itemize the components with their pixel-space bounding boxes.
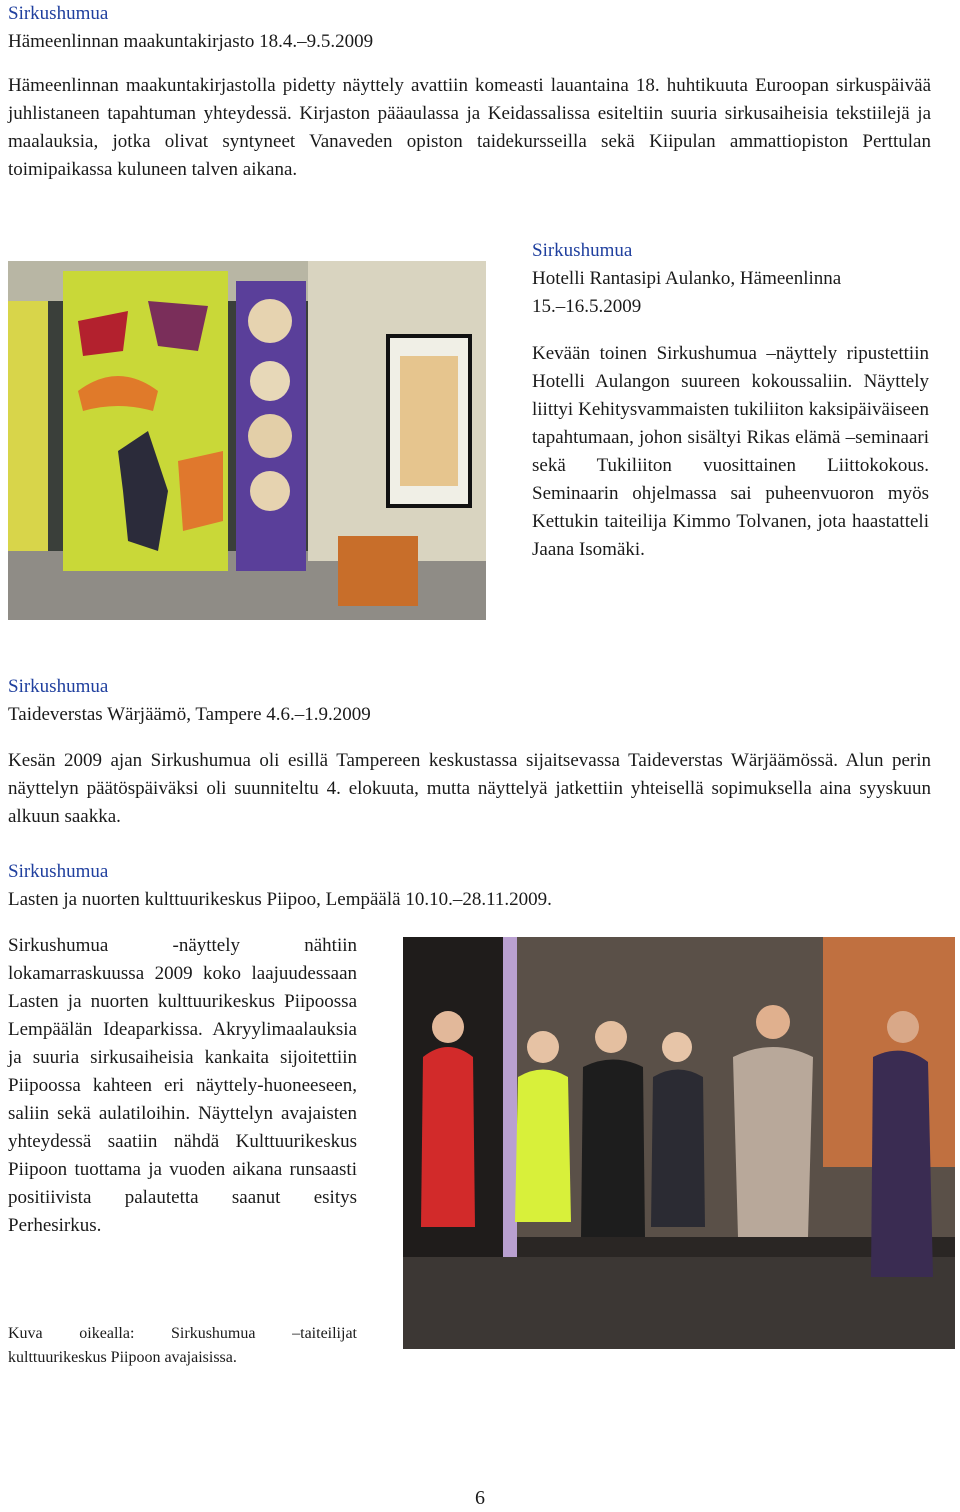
exhibition-textiles-illustration [8,261,486,620]
photo-caption: Kuva oikealla: Sirkushumua –taiteilijat kulttuurikeskus Piipoon avajaisissa. [8,1325,357,1366]
section-2-link[interactable]: Sirkushumua [532,240,633,261]
section-4-body: Sirkushumua -näyttely nähtiin lokamarraskuussa 2009 koko laajuudessaan Lasten ja nuorten kulttuurikeskus Piipoossa Lempäälän Ideaparkissa. Akryylimaalauksia ja suuria sirkusaiheisia kankaita sijoitettiin Piipoossa kahteen eri näyttely-huoneeseen, saliin sekä aulatiloihin. Näyttelyn avajaisten yhteydessä saatiin nähdä Kulttuurikeskus Piipoon tuottama ja vuoden aikana runsaasti positiivista palautetta saanut esitys Perhesirkus. [8,935,357,1236]
section-4 [8,858,953,914]
page-number: 6 [475,1487,485,1509]
section-1-body: Hämeenlinnan maakuntakirjastolla pidetty näyttely avattiin komeasti lauantaina 18. huhtikuuta Euroopan sirkuspäivää juhlistaneen tapahtuman yhteydessä. Kirjaston pääaulassa ja Keidassalissa esiteltiin suuria sirkusaiheisia tekstiilejä ja maalauksia, jotka olivat syntyneet Vanaveden opiston taidekursseilla sekä Kiipulan ammattiopiston Perttulan toimipaikassa kuluneen talven aikana. [8,75,931,180]
section-2-dates: 15.–16.5.2009 [532,296,642,317]
section-3-body: Kesän 2009 ajan Sirkushumua oli esillä Tampereen keskustassa sijaitsevassa Taideverstas Wärjäämössä. Alun perin näyttelyn päätöspäiväksi oli suunniteltu 4. elokuuta, mutta näyttelyä jatkettiin yhteisellä sopimuksella aina syyskuun alkuun saakka. [8,750,931,827]
artists-opening-photo [403,937,955,1349]
section-4-subtitle: Lasten ja nuorten kulttuurikeskus Piipoo, Lempäälä 10.10.–28.11.2009. [8,889,552,910]
section-2-body: Kevään toinen Sirkushumua –näyttely ripustettiin Hotelli Aulangon suureen kokoussaliin. Näyttely liittyi Kehitysvammaisten tukiliiton kaksipäiväiseen tapahtumaan, johon sisältyi Rikas elämä –seminaari sekä Tukiliiton vuosittainen Liittokokous. Seminaarin ohjelmassa sai puheenvuoron myös Kettukin taiteilija Kimmo Tolvanen, jota haastatteli Jaana Isomäki. [532,343,929,560]
section-3-link[interactable]: Sirkushumua [8,676,109,697]
section-1 [8,0,953,56]
section-2 [532,237,932,321]
section-2-subtitle: Hotelli Rantasipi Aulanko, Hämeenlinna [532,268,842,289]
section-1-subtitle: Hämeenlinnan maakuntakirjasto 18.4.–9.5.2009 [8,31,374,52]
section-4-link[interactable]: Sirkushumua [8,861,109,882]
exhibition-textiles-photo [8,261,486,620]
section-1-link[interactable]: Sirkushumua [8,3,109,24]
artists-opening-illustration [403,937,955,1349]
section-3-subtitle: Taideverstas Wärjäämö, Tampere 4.6.–1.9.2009 [8,704,371,725]
section-3 [8,673,953,729]
